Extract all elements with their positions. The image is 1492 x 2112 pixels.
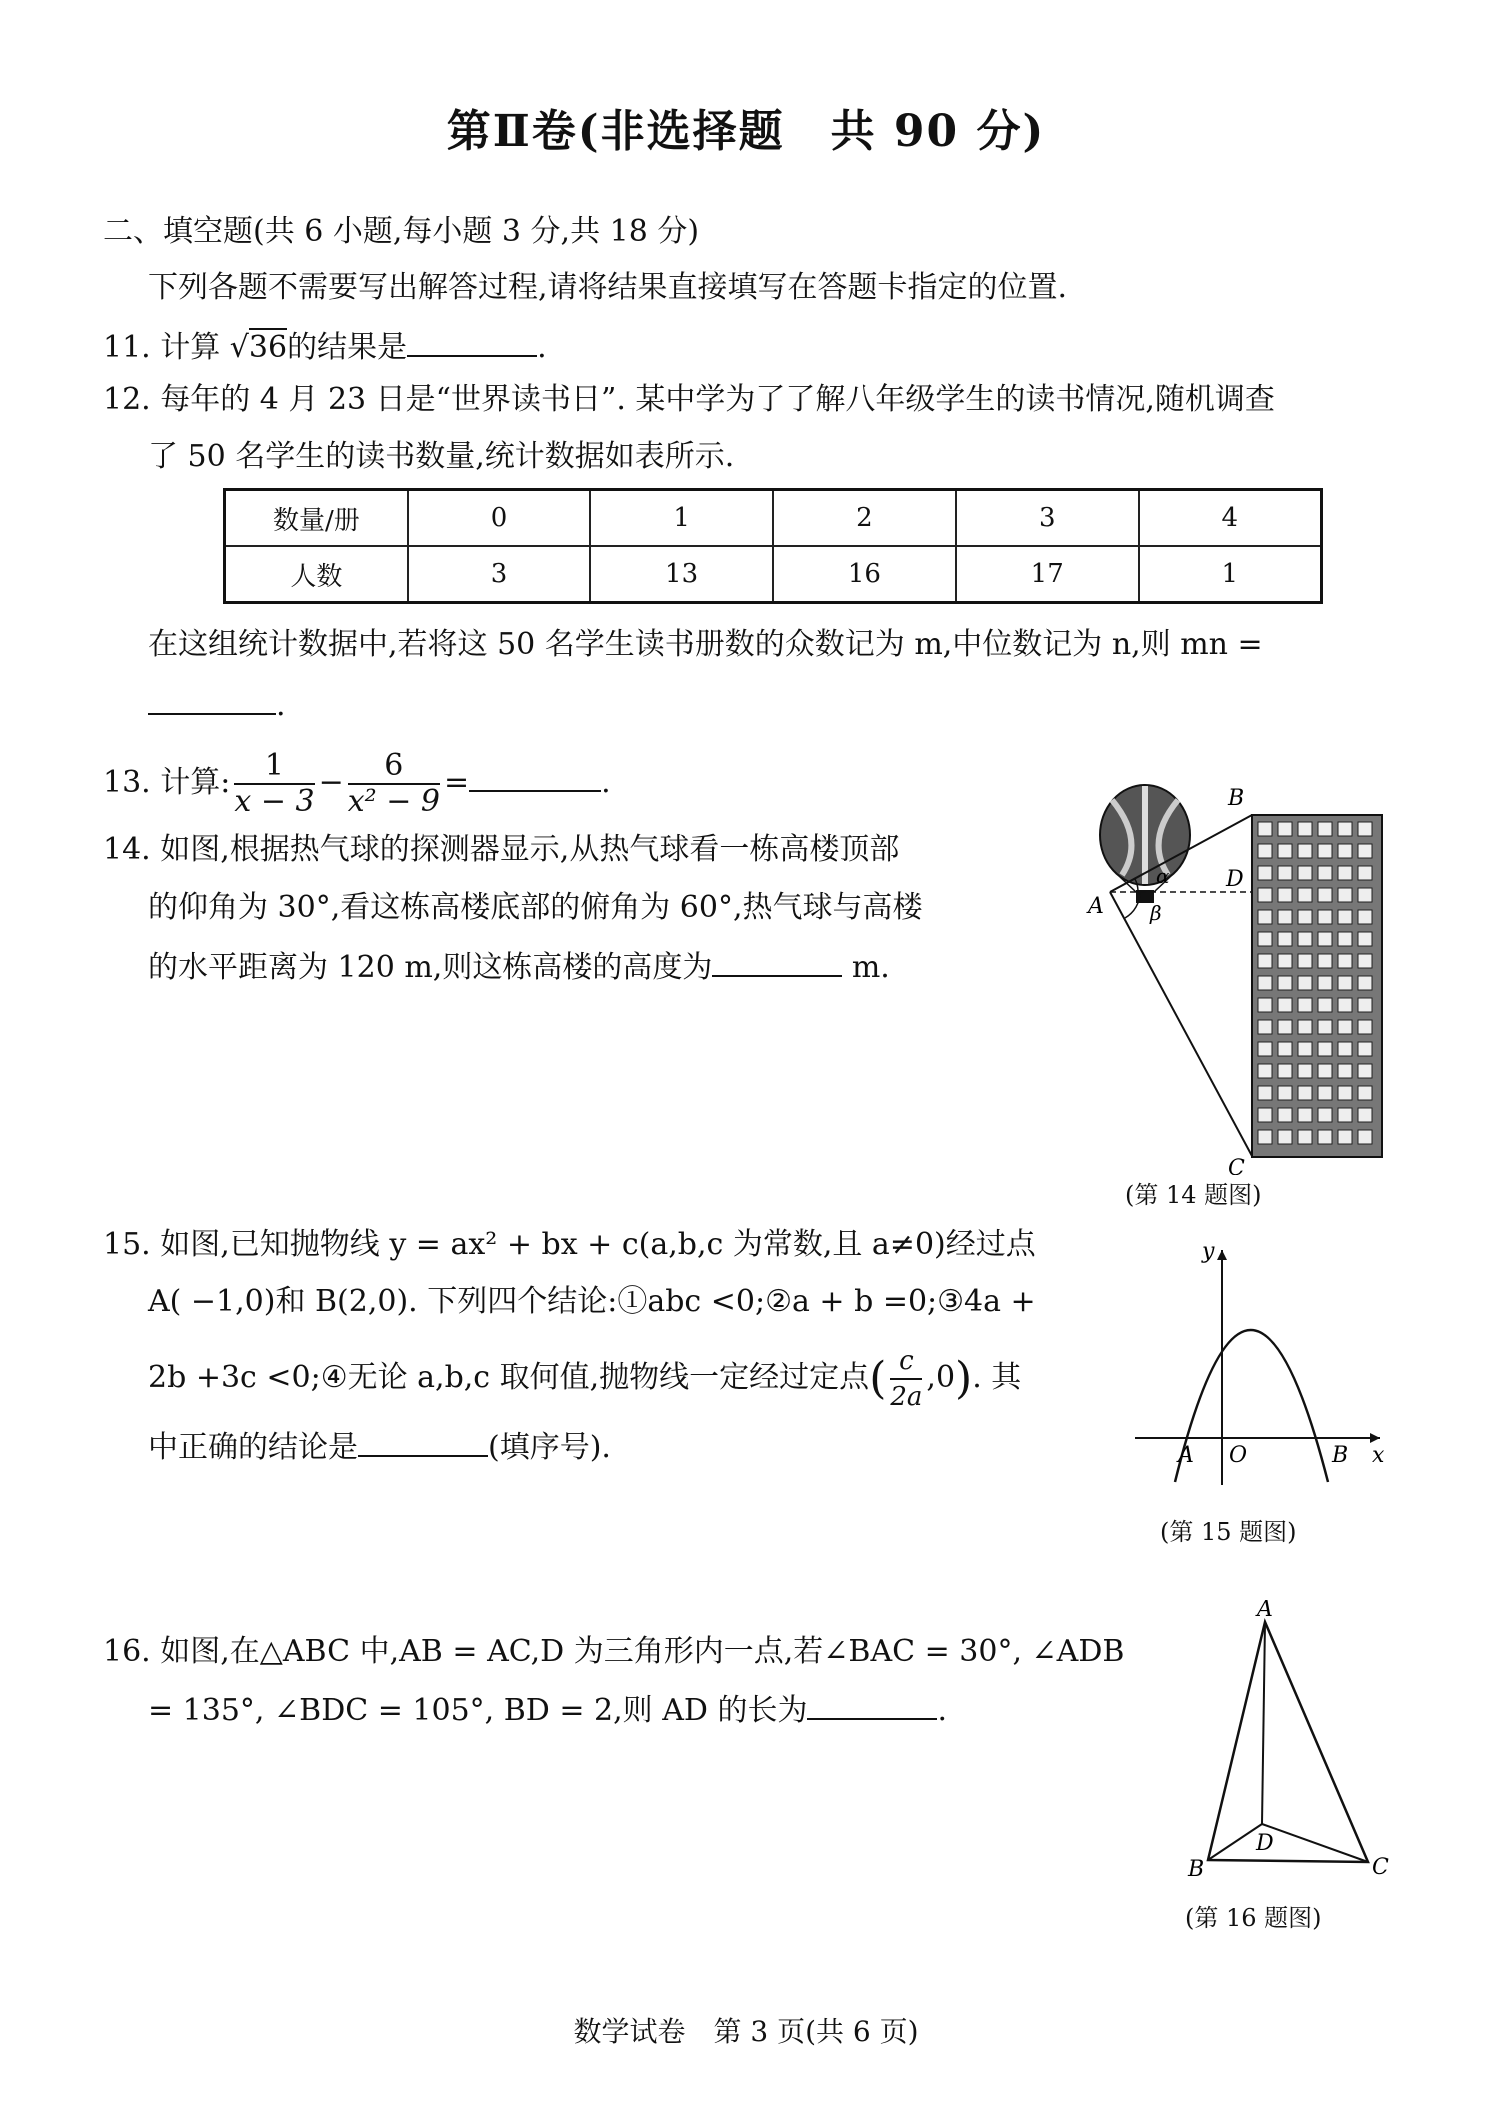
building-window <box>1338 1020 1352 1034</box>
reading-stats-table <box>223 488 1323 604</box>
table-cell: 13 <box>590 546 773 603</box>
label-D: D <box>1226 867 1244 892</box>
building-window <box>1278 910 1292 924</box>
building-window <box>1358 932 1372 946</box>
building-window <box>1318 844 1332 858</box>
question-13 <box>103 745 611 821</box>
label-O: O <box>1229 1443 1248 1468</box>
building-window <box>1318 1020 1332 1034</box>
building-window <box>1338 976 1352 990</box>
page-title: 第Ⅱ卷(非选择题 共 90 分) <box>446 106 1046 157</box>
parabola-curve <box>1175 1330 1328 1482</box>
table-cell: 17 <box>956 546 1139 603</box>
q11-prefix: 11. 计算 <box>103 330 230 365</box>
table-cell: 1 <box>1139 546 1322 603</box>
paren-open: ( <box>869 1353 887 1404</box>
q16-figure <box>1160 1600 1390 1880</box>
label-B: B <box>1332 1443 1349 1468</box>
building-window <box>1318 910 1332 924</box>
building-window <box>1298 866 1312 880</box>
q15-line3-post: . 其 <box>972 1360 1022 1395</box>
section-heading: 二、填空题(共 6 小题,每小题 3 分,共 18 分) <box>103 214 700 249</box>
q12-answer-blank <box>148 683 276 715</box>
building-window <box>1278 998 1292 1012</box>
building-window <box>1258 954 1272 968</box>
table-cell: 3 <box>408 546 590 603</box>
building-window <box>1278 1108 1292 1122</box>
q14-line3 <box>148 945 890 988</box>
building-window <box>1318 932 1332 946</box>
building-window <box>1278 976 1292 990</box>
building-window <box>1298 998 1312 1012</box>
table-cell: 2 <box>773 490 956 547</box>
building-window <box>1358 1086 1372 1100</box>
building-window <box>1278 844 1292 858</box>
q12-line2: 了 50 名学生的读书数量,统计数据如表所示. <box>148 439 735 474</box>
building-window <box>1338 1042 1352 1056</box>
building-window <box>1298 822 1312 836</box>
building-window <box>1358 976 1372 990</box>
building-window <box>1258 1108 1272 1122</box>
segment-cd <box>1262 1824 1368 1862</box>
question-11 <box>103 325 547 368</box>
q12-line1: 12. 每年的 4 月 23 日是“世界读书日”. 某中学为了了解八年级学生的读书情况,随机调查 <box>103 382 1275 417</box>
label-B: B <box>1188 1857 1205 1880</box>
building-window <box>1338 1086 1352 1100</box>
q15-answer-blank <box>358 1425 488 1457</box>
label-A: A <box>1178 1443 1194 1468</box>
building-window <box>1358 1108 1372 1122</box>
q15-caption: (第 15 题图) <box>1160 1518 1297 1546</box>
minus-sign: − <box>318 765 344 800</box>
building-window <box>1338 1064 1352 1078</box>
building-window <box>1358 1064 1372 1078</box>
building-window <box>1318 976 1332 990</box>
label-A: A <box>1257 1600 1273 1622</box>
q16-line2-pre: = 135°, ∠BDC = 105°, BD = 2,则 AD 的长为 <box>148 1693 808 1728</box>
table-cell: 数量/册 <box>225 490 408 547</box>
q15-line1: 15. 如图,已知抛物线 y = ax² + bx + c(a,b,c 为常数,且 a≠0)经过点 <box>103 1227 1036 1262</box>
building-window <box>1358 910 1372 924</box>
q11-answer-blank <box>407 325 537 357</box>
building-window <box>1258 1086 1272 1100</box>
building-window <box>1278 1064 1292 1078</box>
building-window <box>1358 1042 1372 1056</box>
building-window <box>1318 822 1332 836</box>
label-A: A <box>1088 894 1104 919</box>
hot-air-balloon-icon <box>1100 785 1190 903</box>
building-window <box>1258 1130 1272 1144</box>
label-x: x <box>1372 1443 1385 1468</box>
building-window <box>1318 1130 1332 1144</box>
q12-after: 在这组统计数据中,若将这 50 名学生读书册数的众数记为 m,中位数记为 n,则 mn = <box>148 627 1263 662</box>
building-window <box>1258 822 1272 836</box>
building-window <box>1278 866 1292 880</box>
table-header-row <box>225 490 1322 547</box>
table-cell: 16 <box>773 546 956 603</box>
building-window <box>1318 866 1332 880</box>
q13-answer-blank <box>469 760 601 792</box>
building-window <box>1298 1064 1312 1078</box>
building-window <box>1358 1130 1372 1144</box>
building-window <box>1338 954 1352 968</box>
building-window <box>1258 976 1272 990</box>
building-icon <box>1252 815 1382 1157</box>
q15-line4-pre: 中正确的结论是 <box>148 1430 358 1465</box>
table-cell: 4 <box>1139 490 1322 547</box>
label-y: y <box>1202 1240 1215 1264</box>
building-window <box>1338 844 1352 858</box>
label-B: B <box>1228 786 1245 811</box>
equals-sign: = <box>443 765 470 800</box>
q16-line2 <box>148 1688 947 1731</box>
q13-prefix: 13. 计算: <box>103 765 231 800</box>
q15-line3 <box>148 1340 1021 1417</box>
fraction-numerator: 6 <box>348 749 440 785</box>
building-window <box>1278 1042 1292 1056</box>
fraction-denominator: 2a <box>890 1382 923 1412</box>
building-window <box>1298 844 1312 858</box>
building-window <box>1258 1064 1272 1078</box>
building-window <box>1258 844 1272 858</box>
building-window <box>1318 1064 1332 1078</box>
building-window <box>1258 998 1272 1012</box>
building-window <box>1258 910 1272 924</box>
table-cell: 3 <box>956 490 1139 547</box>
paren-close: ) <box>955 1353 973 1404</box>
building-window <box>1258 1020 1272 1034</box>
building-window <box>1338 866 1352 880</box>
triangle-abc <box>1208 1622 1368 1862</box>
q14-line1: 14. 如图,根据热气球的探测器显示,从热气球看一栋高楼顶部 <box>103 832 900 867</box>
y-axis-arrow-icon <box>1217 1250 1227 1260</box>
q11-radicand: 36 <box>248 330 288 365</box>
label-D: D <box>1256 1831 1274 1856</box>
building-window <box>1358 888 1372 902</box>
building-window <box>1278 1020 1292 1034</box>
building-window <box>1318 888 1332 902</box>
q14-answer-blank <box>712 945 842 977</box>
building-window <box>1278 1086 1292 1100</box>
label-C: C <box>1372 1855 1389 1880</box>
q15-line4 <box>148 1425 611 1468</box>
building-window <box>1298 1086 1312 1100</box>
building-window <box>1298 1108 1312 1122</box>
q15-line2: A( −1,0)和 B(2,0). 下列四个结论:①abc <0;②a + b =0;③4a + <box>148 1284 1036 1319</box>
label-C: C <box>1228 1156 1245 1175</box>
point-tail: ,0 <box>926 1360 956 1395</box>
section-instruction: 下列各题不需要写出解答过程,请将结果直接填写在答题卡指定的位置. <box>148 270 1068 305</box>
q16-answer-blank <box>807 1688 937 1720</box>
fraction <box>348 749 440 819</box>
table-row <box>225 546 1322 603</box>
building-window <box>1358 844 1372 858</box>
building-window <box>1338 888 1352 902</box>
q16-end: . <box>937 1693 948 1728</box>
fraction <box>234 749 314 819</box>
building-window <box>1338 1108 1352 1122</box>
building-window <box>1318 954 1332 968</box>
fraction-denominator: x − 3 <box>234 784 315 819</box>
building-window <box>1358 1020 1372 1034</box>
building-window <box>1298 932 1312 946</box>
page-footer: 数学试卷 第 3 页(共 6 页) <box>573 2015 919 2048</box>
building-window <box>1318 998 1332 1012</box>
segment-ad <box>1262 1622 1265 1824</box>
q11-end: . <box>537 330 547 365</box>
q16-caption: (第 16 题图) <box>1185 1904 1322 1932</box>
label-beta: β <box>1150 901 1162 925</box>
building-window <box>1298 910 1312 924</box>
building-window <box>1298 1130 1312 1144</box>
q14-line3-pre: 的水平距离为 120 m,则这栋高楼的高度为 <box>148 950 713 985</box>
building-window <box>1318 1108 1332 1122</box>
q16-line1: 16. 如图,在△ABC 中,AB = AC,D 为三角形内一点,若∠BAC = 30°, ∠ADB <box>103 1634 1125 1669</box>
sqrt-symbol: √ <box>229 330 249 365</box>
q12-end: . <box>276 688 286 723</box>
building-window <box>1278 932 1292 946</box>
fraction-numerator: c <box>890 1344 922 1380</box>
building-window <box>1358 954 1372 968</box>
q14-line3-post: m. <box>842 950 890 985</box>
building-window <box>1338 1130 1352 1144</box>
table-cell: 1 <box>590 490 773 547</box>
building-window <box>1258 1042 1272 1056</box>
building-window <box>1298 976 1312 990</box>
building-window <box>1258 932 1272 946</box>
building-window <box>1298 954 1312 968</box>
building-window <box>1338 932 1352 946</box>
x-axis-arrow-icon <box>1370 1433 1380 1443</box>
building-window <box>1338 998 1352 1012</box>
q14-figure <box>1050 780 1420 1175</box>
table-cell: 人数 <box>225 546 408 603</box>
building-window <box>1298 888 1312 902</box>
q12-answer-line <box>148 683 286 726</box>
building-window <box>1258 888 1272 902</box>
building-window <box>1278 954 1292 968</box>
building-window <box>1278 822 1292 836</box>
building-window <box>1338 822 1352 836</box>
sight-line-bottom <box>1110 892 1252 1156</box>
building-window <box>1358 822 1372 836</box>
building-window <box>1318 1086 1332 1100</box>
fraction <box>890 1344 922 1414</box>
building-window <box>1278 1130 1292 1144</box>
building-window <box>1298 1020 1312 1034</box>
building-window <box>1358 866 1372 880</box>
q15-line4-post: (填序号). <box>488 1430 611 1465</box>
q15-figure <box>1130 1240 1390 1490</box>
fraction-denominator: x² − 9 <box>347 784 440 819</box>
building-window <box>1298 1042 1312 1056</box>
building-window <box>1258 866 1272 880</box>
building-window <box>1278 888 1292 902</box>
q14-caption: (第 14 题图) <box>1125 1181 1262 1209</box>
fraction-numerator: 1 <box>234 749 314 785</box>
label-alpha: α <box>1156 864 1170 888</box>
q13-end: . <box>601 765 611 800</box>
building-window <box>1358 998 1372 1012</box>
building-window <box>1318 1042 1332 1056</box>
q11-suffix: 的结果是 <box>287 330 408 365</box>
q15-line3-pre: 2b +3c <0;④无论 a,b,c 取何值,抛物线一定经过定点 <box>148 1360 870 1395</box>
q14-line2: 的仰角为 30°,看这栋高楼底部的俯角为 60°,热气球与高楼 <box>148 890 923 925</box>
table-cell: 0 <box>408 490 590 547</box>
building-window <box>1338 910 1352 924</box>
